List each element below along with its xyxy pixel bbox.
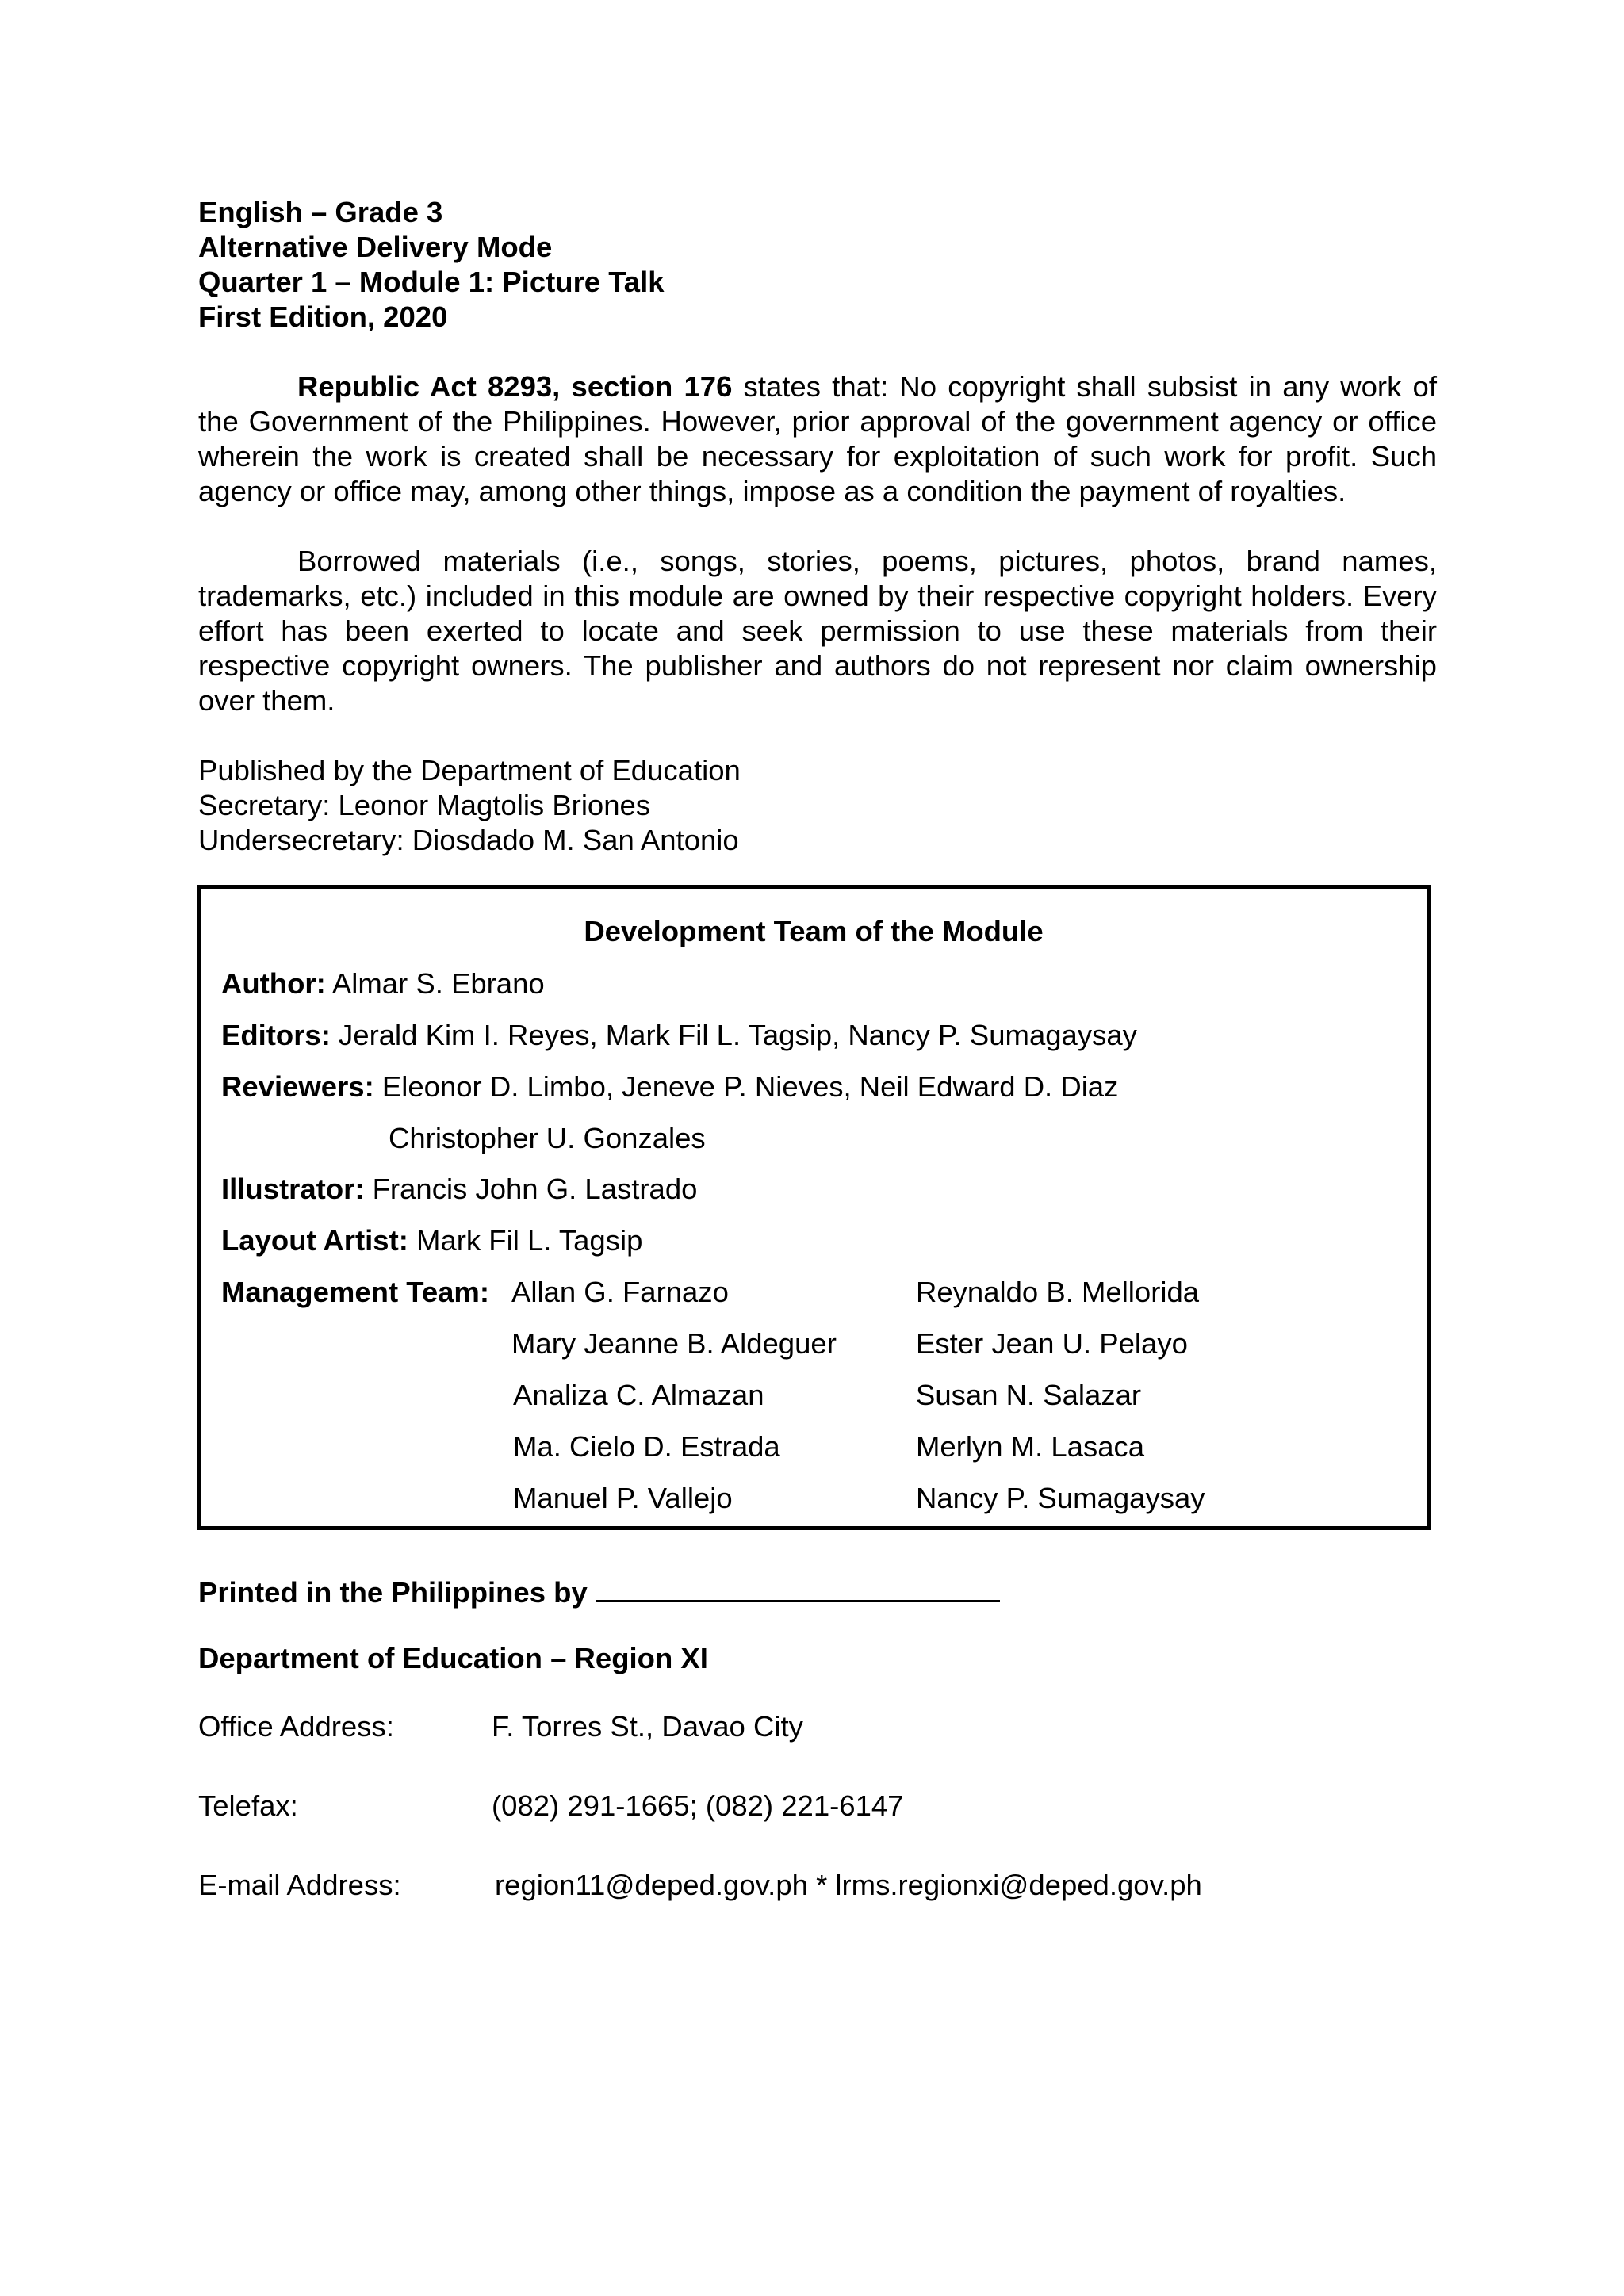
management-member: Manuel P. Vallejo bbox=[513, 1482, 733, 1514]
editors-label: Editors: bbox=[221, 1019, 331, 1051]
subject-grade: English – Grade 3 bbox=[198, 196, 443, 228]
secretary: Secretary: Leonor Magtolis Briones bbox=[198, 789, 651, 821]
layout-artist-label: Layout Artist: bbox=[221, 1224, 408, 1257]
reviewers-label: Reviewers: bbox=[221, 1070, 374, 1103]
management-member: Analiza C. Almazan bbox=[513, 1379, 764, 1411]
printed-by-line bbox=[198, 1573, 1000, 1610]
illustrator-row bbox=[221, 1172, 697, 1207]
region-heading: Department of Education – Region XI bbox=[198, 1642, 708, 1674]
illustrator-value: Francis John G. Lastrado bbox=[364, 1173, 698, 1205]
reviewers-row bbox=[221, 1070, 1118, 1104]
management-member: Ester Jean U. Pelayo bbox=[916, 1327, 1188, 1360]
printer-blank-line bbox=[596, 1573, 1000, 1602]
management-member: Merlyn M. Lasaca bbox=[916, 1430, 1145, 1463]
telefax-value: (082) 291-1665; (082) 221-6147 bbox=[492, 1789, 904, 1822]
author-row bbox=[221, 966, 545, 1001]
reviewers-value: Eleonor D. Limbo, Jeneve P. Nieves, Neil Edward D. Diaz bbox=[373, 1070, 1119, 1103]
editors-row bbox=[221, 1018, 1137, 1053]
undersecretary: Undersecretary: Diosdado M. San Antonio bbox=[198, 824, 739, 856]
copyright-notice bbox=[198, 369, 1437, 509]
management-team-label: Management Team: bbox=[221, 1276, 490, 1308]
team-title: Development Team of the Module bbox=[584, 915, 1044, 947]
management-member: Mary Jeanne B. Aldeguer bbox=[511, 1327, 837, 1360]
development-team-box bbox=[197, 885, 1431, 1530]
office-address-label: Office Address: bbox=[198, 1710, 394, 1743]
published-by: Published by the Department of Education bbox=[198, 754, 741, 786]
printed-by-label: Printed in the Philippines by bbox=[198, 1576, 588, 1609]
title-block bbox=[198, 195, 1437, 335]
management-member: Reynaldo B. Mellorida bbox=[916, 1276, 1200, 1308]
layout-artist-value: Mark Fil L. Tagsip bbox=[408, 1224, 643, 1257]
module-title: Quarter 1 – Module 1: Picture Talk bbox=[198, 266, 665, 298]
management-member: Susan N. Salazar bbox=[916, 1379, 1142, 1411]
publisher-info bbox=[198, 753, 1437, 858]
management-member: Ma. Cielo D. Estrada bbox=[513, 1430, 780, 1463]
office-address-value: F. Torres St., Davao City bbox=[492, 1710, 803, 1743]
law-text: states that: No copyright shall subsist in any work of the Government of the Philippines. However, prior approval of the government agency or office wherein the work is created shall be necessary for exploitation of such work for profit. Such agency or office may, among other things, impose as a condition the payment of royalties. bbox=[198, 370, 1437, 507]
delivery-mode: Alternative Delivery Mode bbox=[198, 231, 553, 263]
copyright-page bbox=[198, 195, 1437, 858]
email-address-value: region11@deped.gov.ph * lrms.regionxi@deped.gov.ph bbox=[495, 1869, 1202, 1901]
illustrator-label: Illustrator: bbox=[221, 1173, 365, 1205]
author-label: Author: bbox=[221, 967, 326, 1000]
edition: First Edition, 2020 bbox=[198, 300, 448, 333]
author-value: Almar S. Ebrano bbox=[325, 967, 545, 1000]
management-member: Allan G. Farnazo bbox=[511, 1276, 729, 1308]
law-reference: Republic Act 8293, section 176 bbox=[297, 370, 733, 403]
reviewers-row-continued: Christopher U. Gonzales bbox=[389, 1122, 706, 1154]
management-team-row bbox=[221, 1275, 489, 1310]
borrowed-materials-notice: Borrowed materials (i.e., songs, stories, poems, pictures, photos, brand names, trademarks, etc.) included in this module are owned by their respective copyright holders. Every effort has been exerted to locate and seek permission to use these materials from their respective copyright owners. The publisher and authors do not represent nor claim ownership over them. bbox=[198, 545, 1437, 717]
email-address-label: E-mail Address: bbox=[198, 1869, 401, 1901]
management-member: Nancy P. Sumagaysay bbox=[916, 1482, 1205, 1514]
layout-artist-row bbox=[221, 1223, 642, 1258]
editors-value: Jerald Kim I. Reyes, Mark Fil L. Tagsip, Nancy P. Sumagaysay bbox=[330, 1019, 1137, 1051]
telefax-label: Telefax: bbox=[198, 1789, 298, 1822]
